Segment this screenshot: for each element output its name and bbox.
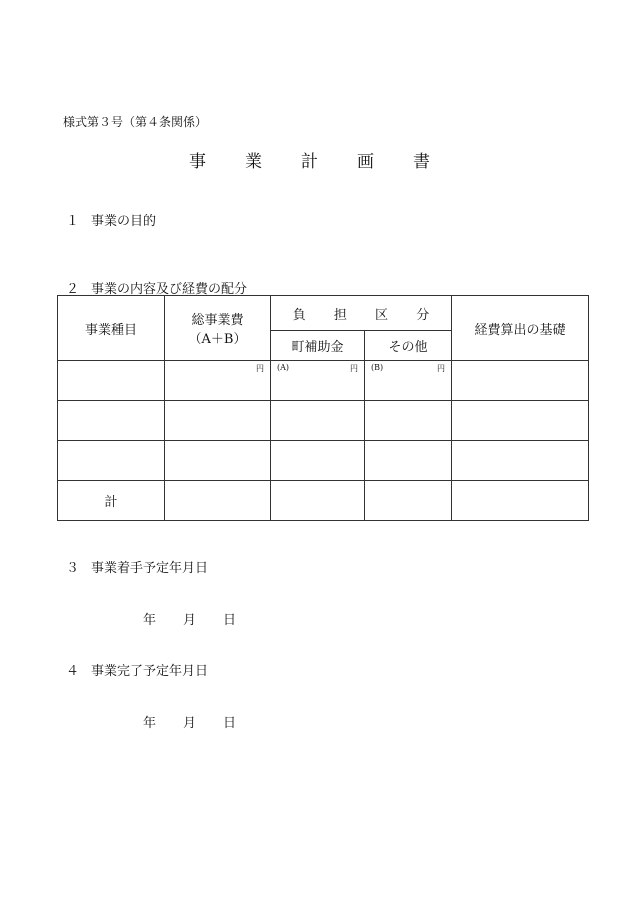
section-3-number: ３	[66, 561, 80, 576]
month-label: 月	[183, 716, 197, 731]
start-date-line	[143, 609, 236, 628]
table-row	[58, 401, 589, 441]
section-3-heading	[66, 557, 208, 576]
section-2-number: ２	[66, 282, 80, 297]
cell-town-subsidy[interactable]	[271, 361, 365, 401]
tag-a: (A)	[277, 363, 290, 372]
cell-total-cost[interactable]	[165, 361, 271, 401]
cell-cost-basis[interactable]	[452, 361, 589, 401]
cell-project-type[interactable]	[58, 361, 165, 401]
cell-project-type[interactable]	[58, 441, 165, 481]
form-number: 様式第３号（第４条関係）	[63, 115, 208, 129]
cell-cost-basis[interactable]	[452, 401, 589, 441]
cell-town-subsidy[interactable]	[271, 481, 365, 521]
cell-cost-basis[interactable]	[452, 481, 589, 521]
page-title: 事 業 計 画 書	[189, 152, 441, 172]
header-burden-label: 負 担 区 分	[292, 307, 442, 323]
total-row-label: 計	[58, 481, 165, 521]
table-total-row	[58, 481, 589, 521]
year-label: 年	[143, 613, 157, 628]
header-other: その他	[365, 331, 452, 361]
table-row	[58, 441, 589, 481]
cell-other[interactable]	[365, 441, 452, 481]
header-burden-category	[271, 296, 452, 331]
header-project-type: 事業種目	[58, 296, 165, 361]
cell-total-cost[interactable]	[165, 481, 271, 521]
cell-town-subsidy[interactable]	[271, 401, 365, 441]
header-total-cost-formula: （A＋B）	[188, 332, 247, 347]
table-header-row	[58, 296, 589, 331]
cell-project-type[interactable]	[58, 401, 165, 441]
expense-allocation-table	[57, 295, 589, 521]
yen-unit: 円	[256, 364, 264, 373]
header-total-cost	[165, 296, 271, 361]
cell-cost-basis[interactable]	[452, 441, 589, 481]
header-town-subsidy: 町補助金	[271, 331, 365, 361]
section-4-heading	[66, 660, 208, 679]
cell-total-cost[interactable]	[165, 401, 271, 441]
cell-other[interactable]	[365, 401, 452, 441]
section-2-label: 事業の内容及び経費の配分	[91, 282, 248, 297]
header-cost-basis: 経費算出の基礎	[452, 296, 589, 361]
header-total-cost-label: 総事業費	[191, 313, 244, 328]
cell-other[interactable]	[365, 481, 452, 521]
section-3-label: 事業着手予定年月日	[91, 561, 209, 576]
cell-total-cost[interactable]	[165, 441, 271, 481]
section-1-number: １	[66, 214, 80, 229]
table-row	[58, 361, 589, 401]
yen-unit: 円	[437, 364, 445, 373]
yen-unit: 円	[350, 364, 358, 373]
day-label: 日	[223, 613, 237, 628]
completion-date-line	[143, 712, 236, 731]
cell-town-subsidy[interactable]	[271, 441, 365, 481]
tag-b: (B)	[371, 363, 384, 372]
month-label: 月	[183, 613, 197, 628]
day-label: 日	[223, 716, 237, 731]
cell-other[interactable]	[365, 361, 452, 401]
year-label: 年	[143, 716, 157, 731]
section-4-label: 事業完了予定年月日	[91, 664, 209, 679]
section-1-label: 事業の目的	[91, 214, 157, 229]
section-4-number: ４	[66, 664, 80, 679]
section-1-heading	[66, 210, 156, 229]
